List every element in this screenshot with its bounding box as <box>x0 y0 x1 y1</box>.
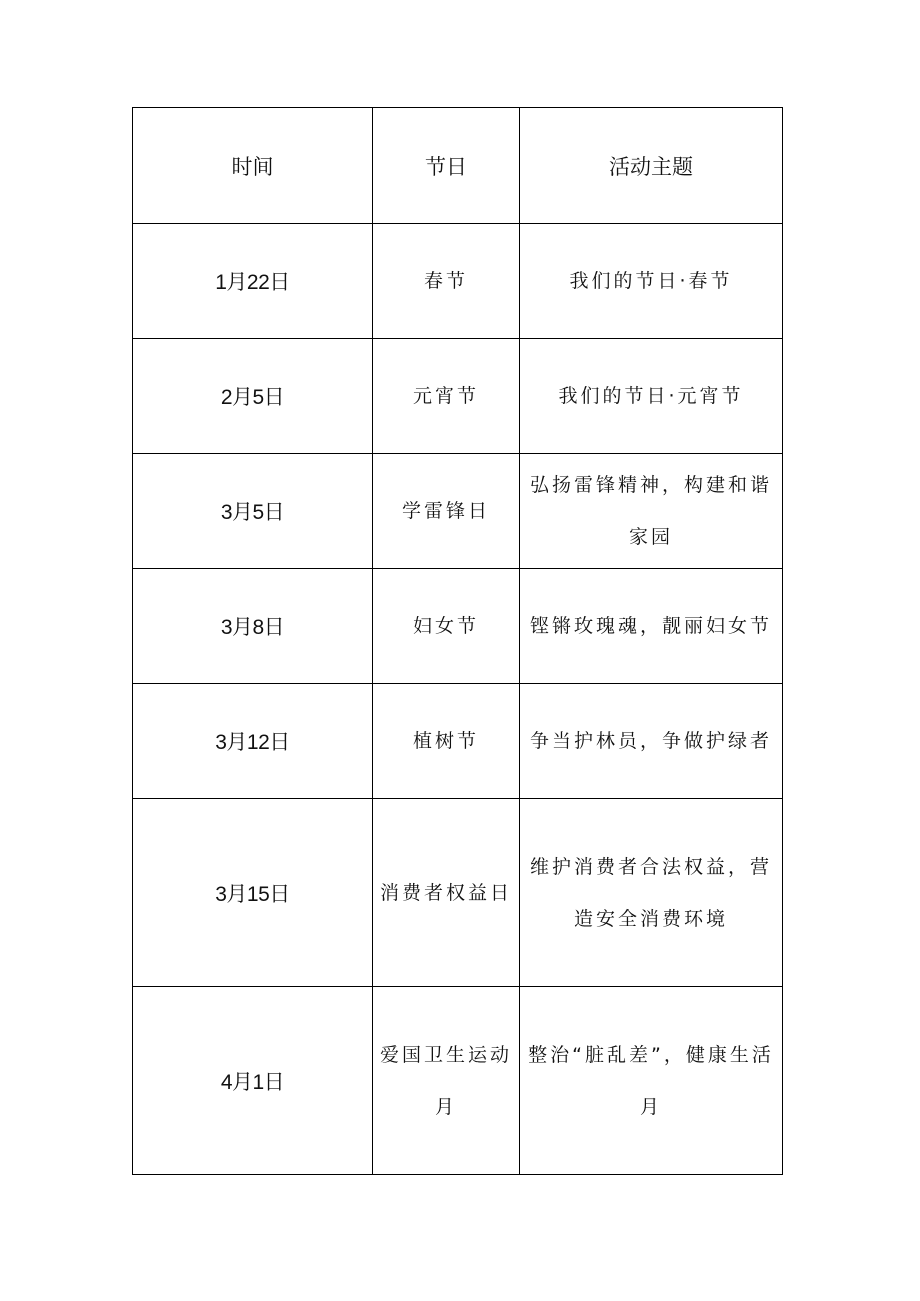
header-theme: 活动主题 <box>520 108 783 224</box>
festival-cell: 妇女节 <box>373 569 520 684</box>
date-cell: 3月15日 <box>133 799 373 987</box>
table-row <box>133 684 783 799</box>
date-cell: 2月5日 <box>133 339 373 454</box>
date-cell: 3月12日 <box>133 684 373 799</box>
table-row <box>133 569 783 684</box>
table-row <box>133 339 783 454</box>
table-row <box>133 987 783 1175</box>
header-festival: 节日 <box>373 108 520 224</box>
theme-cell: 我们的节日·元宵节 <box>520 339 783 454</box>
festival-cell: 爱国卫生运动月 <box>373 987 520 1175</box>
header-date: 时间 <box>133 108 373 224</box>
table-row <box>133 224 783 339</box>
table-header-row <box>133 108 783 224</box>
date-cell: 3月8日 <box>133 569 373 684</box>
theme-cell: 整治“脏乱差”，健康生活月 <box>520 987 783 1175</box>
festival-cell: 春节 <box>373 224 520 339</box>
theme-cell: 弘扬雷锋精神，构建和谐家园 <box>520 454 783 569</box>
festival-cell: 植树节 <box>373 684 520 799</box>
theme-cell: 我们的节日·春节 <box>520 224 783 339</box>
festival-cell: 元宵节 <box>373 339 520 454</box>
date-cell: 1月22日 <box>133 224 373 339</box>
theme-cell: 铿锵玫瑰魂，靓丽妇女节 <box>520 569 783 684</box>
theme-cell: 争当护林员，争做护绿者 <box>520 684 783 799</box>
table-row <box>133 454 783 569</box>
festival-cell: 消费者权益日 <box>373 799 520 987</box>
table-row <box>133 799 783 987</box>
festival-cell: 学雷锋日 <box>373 454 520 569</box>
theme-cell: 维护消费者合法权益，营造安全消费环境 <box>520 799 783 987</box>
activity-schedule-table <box>132 107 783 1175</box>
date-cell: 4月1日 <box>133 987 373 1175</box>
date-cell: 3月5日 <box>133 454 373 569</box>
